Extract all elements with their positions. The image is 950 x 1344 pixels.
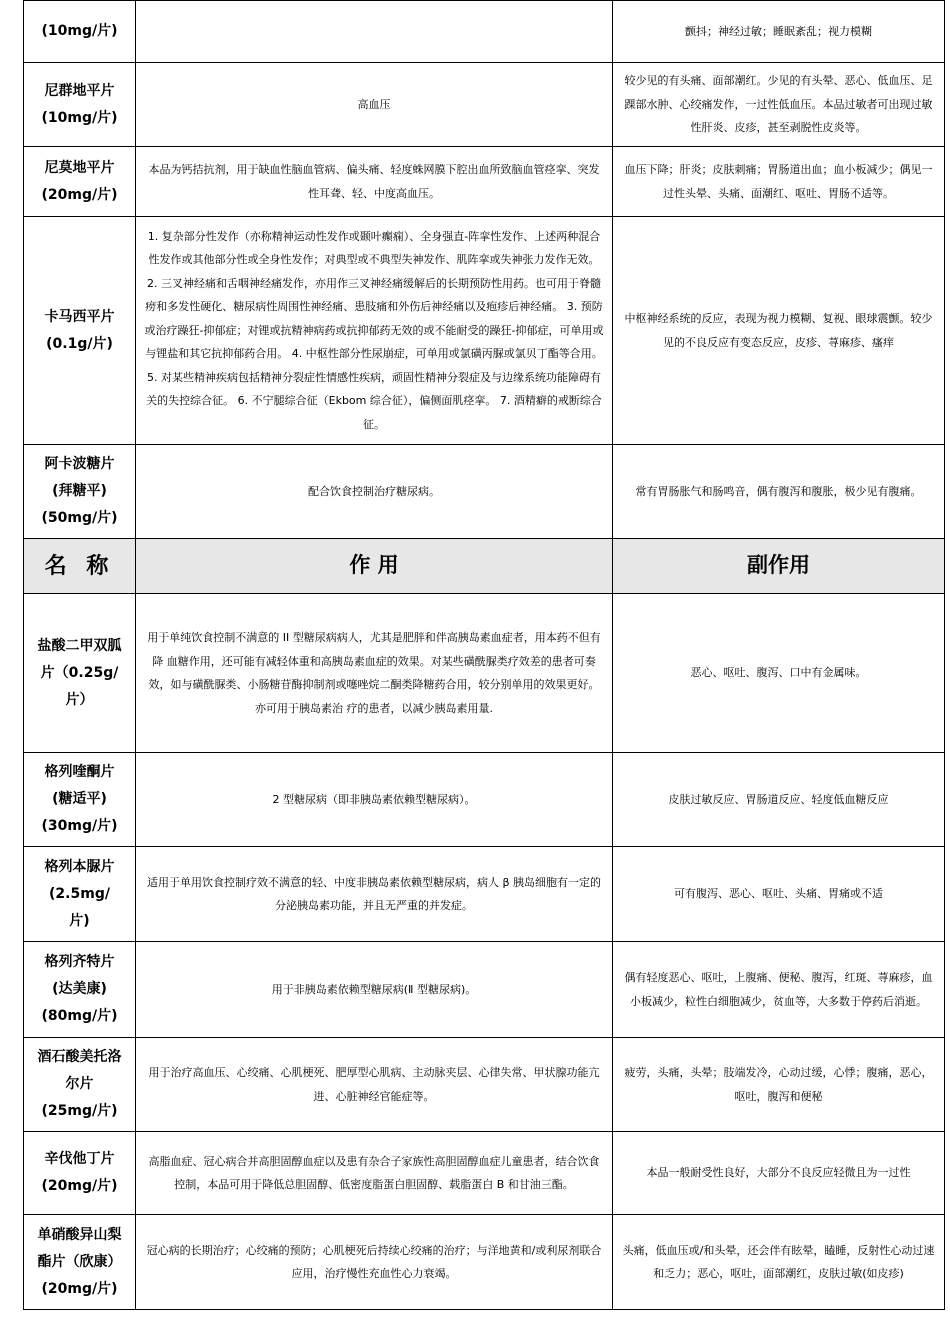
drug-name-cell xyxy=(24,753,136,847)
drug-name-line: 尼莫地平片 xyxy=(44,159,115,176)
side-effect-cell: 皮肤过敏反应、胃肠道反应、轻度低血糖反应 xyxy=(613,753,945,847)
side-effect-cell: 颤抖；神经过敏；睡眠紊乱；视力模糊 xyxy=(613,1,945,63)
table-row xyxy=(24,753,945,847)
drug-name-line: 片） xyxy=(65,691,94,708)
drug-name-cell xyxy=(24,1132,136,1215)
table-row xyxy=(24,1132,945,1215)
table-row xyxy=(24,445,945,539)
drug-name-cell xyxy=(24,217,136,445)
drug-name-line: 尔片 xyxy=(65,1076,94,1092)
table-header-row xyxy=(24,539,945,594)
table-row xyxy=(24,594,945,753)
drug-name-line: 阿卡波糖片 xyxy=(44,456,115,472)
drug-name-line: 格列喹酮片 xyxy=(44,764,115,780)
drug-name-cell xyxy=(24,1038,136,1132)
drug-name-line: 盐酸二甲双胍 xyxy=(37,637,122,654)
side-effect-cell: 可有腹泻、恶心、呕吐、头痛、胃痛或不适 xyxy=(613,847,945,942)
table-body xyxy=(24,1,945,1310)
side-effect-cell: 本品一般耐受性良好，大部分不良反应轻微且为一过性 xyxy=(613,1132,945,1215)
drug-use-cell: 用于非胰岛素依赖型糖尿病(Ⅱ 型糖尿病)。 xyxy=(136,942,613,1038)
drug-name-cell xyxy=(24,942,136,1038)
drug-name-line: (2.5mg/ xyxy=(49,885,110,902)
drug-use-cell: 配合饮食控制治疗糖尿病。 xyxy=(136,445,613,539)
column-header-side: 副作用 xyxy=(613,539,945,594)
table-row xyxy=(24,63,945,147)
drug-name-cell xyxy=(24,1215,136,1310)
drug-name-cell xyxy=(24,594,136,753)
drug-name-line: 酯片（欣康） xyxy=(37,1253,122,1270)
drug-name-line: 片) xyxy=(69,912,90,929)
side-effect-cell: 中枢神经系统的反应，表现为视力模糊、复视、眼球震颤。较少见的不良反应有变态反应，皮疹、荨麻疹、瘙痒 xyxy=(613,217,945,445)
drug-name-line: 酒石酸美托洛 xyxy=(37,1049,122,1065)
drug-use-cell: 用于单纯饮食控制不满意的 II 型糖尿病病人，尤其是肥胖和伴高胰岛素血症者，用本药不但有降 血糖作用，还可能有减轻体重和高胰岛素血症的效果。对某些磺酰脲类疗效差的患者可奏效，如与磺酰脲类、小肠糖苷酶抑制剂或噻唑烷二酮类降糖药合用，较分别单用的效果更好。亦可用于胰岛素治 疗的患者，以减少胰岛素用量. xyxy=(136,594,613,753)
drug-name-cell xyxy=(24,445,136,539)
table-row xyxy=(24,847,945,942)
drug-name-line: (50mg/片) xyxy=(41,510,118,526)
drug-name-line: (拜糖平) xyxy=(52,483,107,499)
drug-name-line: (20mg/片) xyxy=(41,186,118,203)
table-row xyxy=(24,1,945,63)
drug-name-line: 卡马西平片 xyxy=(44,308,115,325)
drug-name-line: (20mg/片) xyxy=(41,1280,118,1297)
table-row xyxy=(24,217,945,445)
side-effect-cell: 疲劳，头痛，头晕；肢端发冷，心动过缓，心悸；腹痛，恶心，呕吐，腹泻和便秘 xyxy=(613,1038,945,1132)
drug-name-line: (30mg/片) xyxy=(41,818,118,834)
drug-table xyxy=(23,0,945,1310)
drug-name-line: 辛伐他丁片 xyxy=(44,1151,115,1167)
table-row xyxy=(24,1038,945,1132)
column-header-name: 名 称 xyxy=(24,539,136,594)
drug-name-cell xyxy=(24,147,136,217)
drug-name-line: 格列齐特片 xyxy=(44,954,115,970)
drug-name-cell xyxy=(24,847,136,942)
drug-name-line: (80mg/片) xyxy=(41,1008,118,1024)
drug-use-cell: 本品为钙拮抗剂，用于缺血性脑血管病、偏头痛、轻度蛛网膜下腔出血所致脑血管痉挛、突发性耳聋、轻、中度高血压。 xyxy=(136,147,613,217)
drug-name-line: 片（0.25g/ xyxy=(40,664,119,681)
drug-use-cell: 冠心病的长期治疗；心绞痛的预防；心肌梗死后持续心绞痛的治疗；与洋地黄和/或利尿剂联合应用，治疗慢性充血性心力衰竭。 xyxy=(136,1215,613,1310)
side-effect-cell: 恶心、呕吐、腹泻、口中有金属味。 xyxy=(613,594,945,753)
side-effect-cell: 常有胃肠胀气和肠鸣音，偶有腹泻和腹胀，极少见有腹痛。 xyxy=(613,445,945,539)
drug-name-line: (25mg/片) xyxy=(41,1103,118,1119)
side-effect-cell: 血压下降；肝炎；皮肤刺痛；胃肠道出血；血小板减少；偶见一过性头晕、头痛、面潮红、呕吐、胃肠不适等。 xyxy=(613,147,945,217)
drug-name-line: 单硝酸异山梨 xyxy=(37,1226,122,1243)
drug-name-line: (10mg/片) xyxy=(41,109,118,126)
drug-use-cell xyxy=(136,1,613,63)
drug-use-cell: 高血压 xyxy=(136,63,613,147)
drug-name-line: (0.1g/片) xyxy=(46,335,113,352)
drug-name-line: (10mg/片) xyxy=(41,23,118,39)
drug-name-line: (糖适平) xyxy=(52,791,107,807)
drug-name-line: 格列本脲片 xyxy=(44,858,115,875)
side-effect-cell: 头痛，低血压或/和头晕，还会伴有眩晕，瞌睡，反射性心动过速和乏力；恶心，呕吐，面部潮红，皮肤过敏(如皮疹) xyxy=(613,1215,945,1310)
drug-use-cell: 用于治疗高血压、心绞痛、心肌梗死、肥厚型心肌病、主动脉夹层、心律失常、甲状腺功能亢进、心脏神经官能症等。 xyxy=(136,1038,613,1132)
table-row xyxy=(24,942,945,1038)
side-effect-cell: 较少见的有头痛、面部潮红。少见的有头晕、恶心、低血压、足踝部水肿、心绞痛发作，一过性低血压。本品过敏者可出现过敏性肝炎、皮疹，甚至剥脱性皮炎等。 xyxy=(613,63,945,147)
drug-use-cell: 2 型糖尿病（即非胰岛素依赖型糖尿病）。 xyxy=(136,753,613,847)
table-row xyxy=(24,147,945,217)
drug-use-cell: 适用于单用饮食控制疗效不满意的轻、中度非胰岛素依赖型糖尿病，病人 β 胰岛细胞有一定的分泌胰岛素功能，并且无严重的并发症。 xyxy=(136,847,613,942)
drug-name-line: (20mg/片) xyxy=(41,1178,118,1194)
table-row xyxy=(24,1215,945,1310)
drug-use-cell: 1. 复杂部分性发作（亦称精神运动性发作或颞叶癫痫）、全身强直-阵挛性发作、上述两种混合性发作或其他部分性或全身性发作；对典型或不典型失神发作、肌阵挛或失神张力发作无效。 2. 三叉神经痛和舌咽神经痛发作，亦用作三叉神经痛缓解后的长期预防性用药。也可用于脊髓痨和多发性硬化、糖尿病性周围性神经痛、患肢痛和外伤后神经痛以及疱疹后神经痛。 3. 预防或治疗躁狂-抑郁症；对锂或抗精神病药或抗抑郁药无效的或不能耐受的躁狂-抑郁症，可单用或与锂盐和其它抗抑郁药合用。 4. 中枢性部分性尿崩症，可单用或氯磺丙脲或氯贝丁酯等合用。 5. 对某些精神疾病包括精神分裂症性情感性疾病，顽固性精神分裂症及与边缘系统功能障碍有关的失控综合征。 6. 不宁腿综合征（Ekbom 综合征），偏侧面肌痉挛。 7. 酒精癖的戒断综合征。 xyxy=(136,217,613,445)
drug-name-cell xyxy=(24,63,136,147)
drug-name-cell xyxy=(24,1,136,63)
drug-name-line: 尼群地平片 xyxy=(44,82,115,99)
drug-name-line: (达美康) xyxy=(52,981,107,997)
column-header-use: 作 用 xyxy=(136,539,613,594)
drug-use-cell: 高脂血症、冠心病合并高胆固醇血症以及患有杂合子家族性高胆固醇血症儿童患者，结合饮食控制，本品可用于降低总胆固醇、低密度脂蛋白胆固醇、载脂蛋白 B 和甘油三酯。 xyxy=(136,1132,613,1215)
side-effect-cell: 偶有轻度恶心、呕吐，上腹痛、便秘、腹泻，红斑、荨麻疹，血小板减少，粒性白细胞减少，贫血等，大多数于停药后消逝。 xyxy=(613,942,945,1038)
